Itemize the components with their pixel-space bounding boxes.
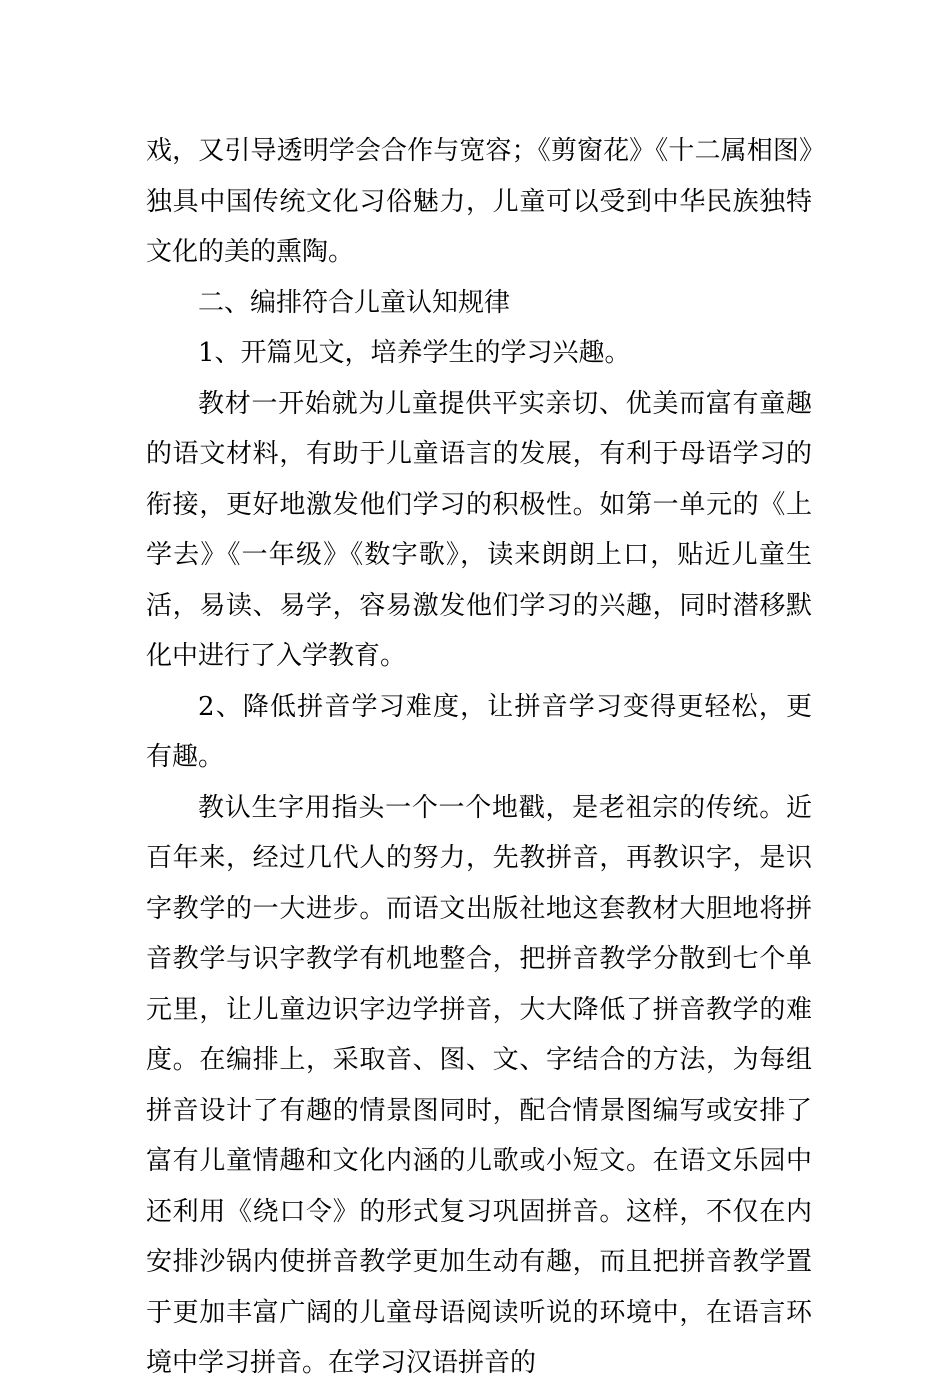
paragraph: 教认生字用指头一个一个地戳，是老祖宗的传统。近百年来，经过几代人的努力，先教拼音，再教识字，是识字教学的一大进步。而语文出版社地这套教材大胆地将拼音教学与识字教学有机地整合，把拼音教学分散到七个单元里，让儿童边识字边学拼音，大大降低了拼音教学的难度。在编排上，采取音、图、文、字结合的方法，为每组拼音设计了有趣的情景图同时，配合情景图编写或安排了富有儿童情趣和文化内涵的儿歌或小短文。在语文乐园中还利用《绕口令》的形式复习巩固拼音。这样，不仅在内安排沙锅内使拼音教学更加生动有趣，而且把拼音教学置于更加丰富广阔的儿童母语阅读听说的环境中，在语言环境中学习拼音。在学习汉语拼音的: [146, 792, 812, 1378]
subsection-heading: 1、开篇见文，培养学生的学习兴趣。: [198, 338, 631, 368]
section-heading: 二、编排符合儿童认知规律: [198, 287, 511, 318]
document-body: [146, 126, 812, 1389]
paragraph-continuation: 戏，又引导透明学会合作与宽容；《剪窗花》《十二属相图》独具中国传统文化习俗魅力，儿童可以受到中华民族独特文化的美的熏陶。: [146, 136, 812, 267]
subsection-heading: 2、降低拼音学习难度，让拼音学习变得更轻松，更有趣。: [146, 691, 812, 772]
paragraph: 教材一开始就为儿童提供平实亲切、优美而富有童趣的语文材料，有助于儿童语言的发展，有利于母语学习的衔接，更好地激发他们学习的积极性。如第一单元的《上学去》《一年级》《数字歌》，读来朗朗上口，贴近儿童生活，易读、易学，容易激发他们学习的兴趣，同时潜移默化中进行了入学教育。: [146, 388, 812, 671]
